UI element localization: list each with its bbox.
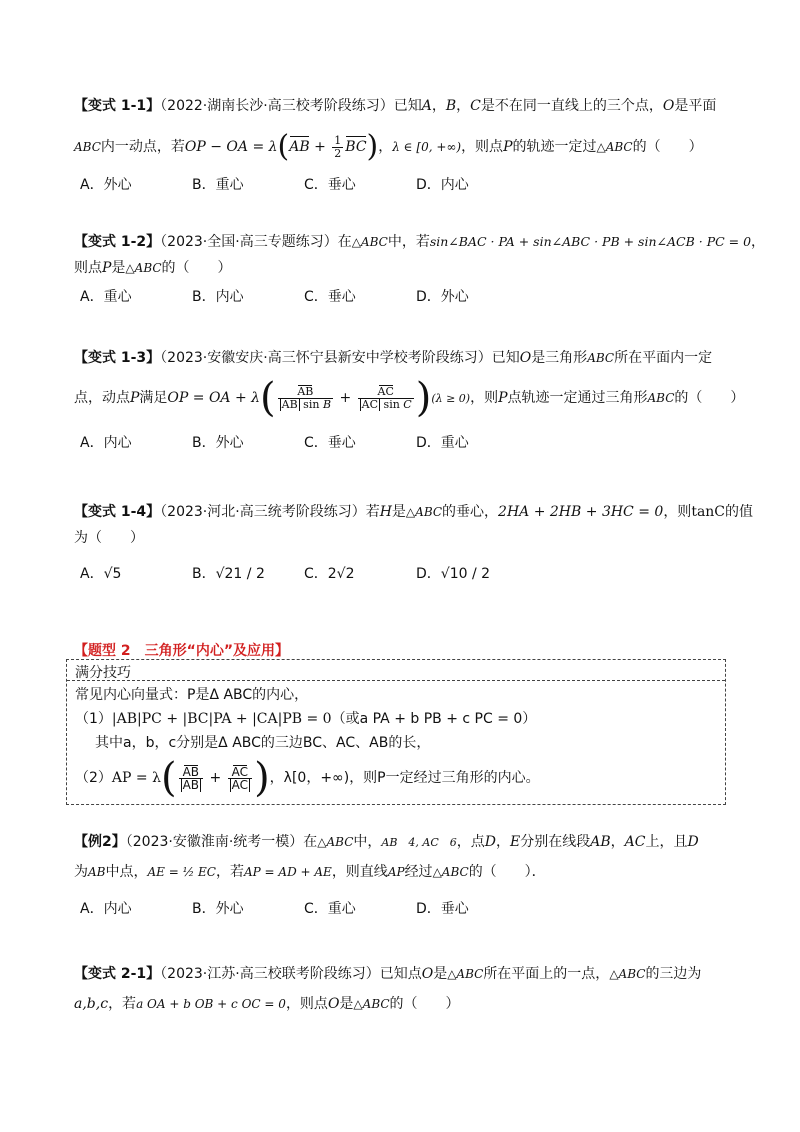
question-source: （2022·湖南长沙·高三校考阶段练习） — [160, 98, 394, 114]
question-tag: 【变式 1-3】 — [74, 350, 161, 366]
question-tag: 【例2】 — [74, 834, 126, 850]
question-tag: 【变式 1-4】 — [74, 504, 161, 520]
formula-sin-sum: sin∠BAC · PA + sin∠ABC · PB + sin∠ACB · PC = 0 — [429, 234, 752, 249]
option-d[interactable]: D．√10 / 2 — [416, 566, 491, 582]
tip-line-1: 常见内心向量式：P是Δ ABC的内心， — [75, 687, 309, 703]
question-1-4-line-2: 为（ ） — [74, 530, 144, 546]
question-source: （2023·江苏·高三校联考阶段练习） — [160, 966, 380, 982]
example-2-line-2: 为AB中点，AE = ½ EC，若AP = AD + AE，则直线AP经过△ABC的（ ）． — [74, 864, 546, 880]
formula-h-vectors: 2HA + 2HB + 3HC = 0 — [498, 504, 664, 520]
option-a[interactable]: A．内心 — [80, 435, 132, 451]
tip-box — [66, 659, 726, 805]
example-2-line-1: 【例2】（2023·安徽淮南·统考一模）在△ABC中，AB 4, AC 6，点D，E分别在线段AB，AC上，且D — [74, 834, 699, 850]
option-a[interactable]: A．外心 — [80, 177, 132, 193]
question-1-3-line-1: 【变式 1-3】（2023·安徽安庆·高三怀宁县新安中学校考阶段练习）已知O是三角形ABC所在平面内一定 — [74, 350, 713, 366]
question-2-1 — [74, 964, 734, 1024]
formula-weighted-sum: a OA + b OB + c OC = 0 — [136, 997, 286, 1011]
answer-options — [80, 554, 734, 594]
question-1-4 — [74, 502, 754, 594]
question-source: （2023·全国·高三专题练习） — [160, 234, 338, 250]
question-tag: 【变式 2-1】 — [74, 966, 161, 982]
option-c[interactable]: C．垂心 — [304, 177, 356, 193]
question-source: （2023·安徽淮南·统考一模） — [125, 834, 304, 850]
option-b[interactable]: B．√21 / 2 — [192, 566, 265, 582]
option-c[interactable]: C．垂心 — [304, 289, 356, 305]
tip-line-4: （2）AP = λ( $\frac{AB}{AB}$ + $\frac{AC}{AC}$ )，λ[0，+∞)，则P一定经过三角形的内心。 — [75, 755, 540, 801]
option-a[interactable]: A．内心 — [80, 901, 132, 917]
tip-title: 满分技巧 — [75, 665, 131, 681]
answer-options — [80, 172, 734, 198]
question-1-2-line-1: 【变式 1-2】（2023·全国·高三专题练习）在△ABC中，若sin∠BAC · PA + sin∠ABC · PB + sin∠ACB · PC = 0， — [74, 234, 766, 250]
answer-options — [80, 284, 734, 310]
option-b[interactable]: B．内心 — [192, 289, 244, 305]
option-b[interactable]: B．外心 — [192, 435, 244, 451]
question-2-1-line-1: 【变式 2-1】（2023·江苏·高三校联考阶段练习）已知点O是△ABC所在平面上的一点，△ABC的三边为 — [74, 966, 702, 982]
formula-op: OP = OA + λ — [167, 390, 261, 406]
question-1-1-line-1: 【变式 1-1】（2022·湖南长沙·高三校考阶段练习）已知A，B，C是不在同一直线上的三个点，O是平面 — [74, 98, 717, 114]
question-tag: 【变式 1-2】 — [74, 234, 161, 250]
question-2-1-line-2: a,b,c，若a OA + b OB + c OC = 0，则点O是△ABC的（ ） — [74, 996, 460, 1012]
answer-options — [80, 896, 734, 922]
question-1-1 — [74, 96, 734, 198]
example-2 — [74, 832, 734, 922]
tip-line-3: 其中a，b，c分别是Δ ABC的三边BC、AC、AB的长， — [95, 735, 431, 751]
tip-line-2: （1）|AB|PC + |BC|PA + |CA|PB = 0（或a PA + b PB + c PC = 0） — [75, 711, 537, 727]
question-source: （2023·安徽安庆·高三怀宁县新安中学校考阶段练习） — [160, 350, 492, 366]
option-c[interactable]: C．重心 — [304, 901, 356, 917]
option-d[interactable]: D．重心 — [416, 435, 469, 451]
section-title: 【题型 2 三角形“内心”及应用】 — [74, 643, 290, 659]
option-d[interactable]: D．外心 — [416, 289, 469, 305]
question-1-3 — [74, 348, 745, 456]
question-1-4-line-1: 【变式 1-4】（2023·河北·高三统考阶段练习）若H是△ABC的垂心，2HA + 2HB + 3HC = 0，则tanC的值 — [74, 504, 754, 520]
option-c[interactable]: C．垂心 — [304, 435, 356, 451]
question-1-2 — [74, 232, 766, 310]
question-tag: 【变式 1-1】 — [74, 98, 161, 114]
option-b[interactable]: B．重心 — [192, 177, 244, 193]
question-1-2-line-2: 则点P是△ABC的（ ） — [74, 260, 232, 276]
option-d[interactable]: D．垂心 — [416, 901, 469, 917]
option-b[interactable]: B．外心 — [192, 901, 244, 917]
option-c[interactable]: C．2√2 — [304, 566, 355, 582]
option-a[interactable]: A．重心 — [80, 289, 132, 305]
formula-op-oa: OP − OA = λ — [184, 139, 278, 155]
question-1-3-line-2: 点，动点P满足OP = OA + λ( $\frac{AB}{\text{AB sin B}}$ + $\frac{AC}{\text{AC sin C}}$ )(λ ≥ 0)，则P点轨迹一定通过三角形ABC的（ ） — [74, 375, 745, 421]
option-a[interactable]: A．√5 — [80, 566, 122, 582]
question-1-1-line-2: ABC内一动点，若OP − OA = λ(AB + $\frac{1}{2}$ BC)，λ ∈ [0, +∞)，则点P的轨迹一定过△ABC的（ ） — [74, 129, 703, 164]
option-d[interactable]: D．内心 — [416, 177, 469, 193]
tip-divider — [67, 680, 725, 681]
answer-options — [80, 430, 734, 456]
question-source: （2023·河北·高三统考阶段练习） — [160, 504, 366, 520]
